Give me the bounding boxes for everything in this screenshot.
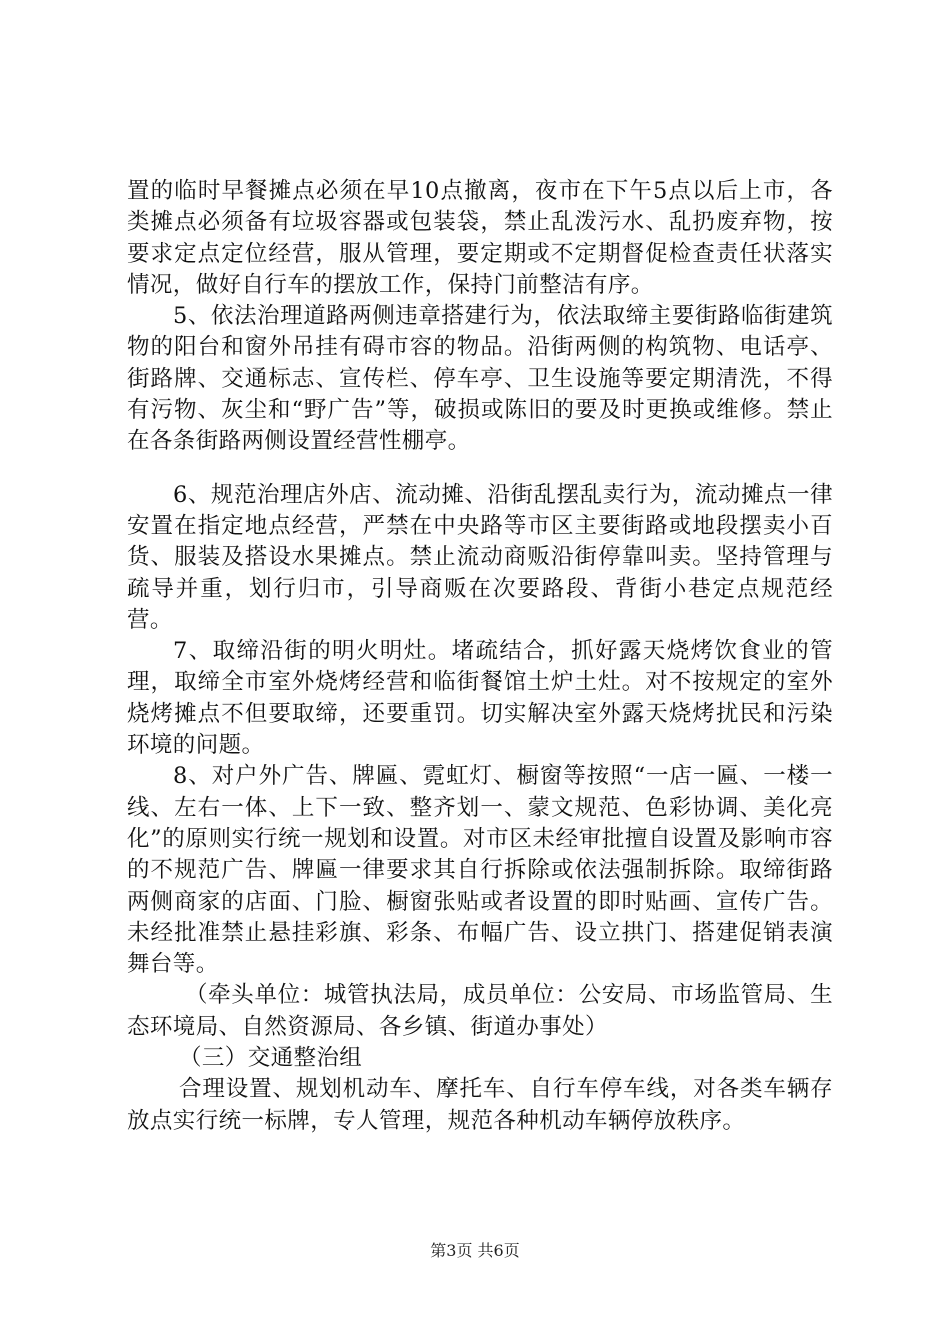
paragraph-traffic-parking: 合理设置、规划机动车、摩托车、自行车停车线，对各类车辆存放点实行统一标牌，专人管理，规范各种机动车辆停放秩序。 [127, 1076, 833, 1134]
document-body [127, 176, 833, 1137]
paragraph-item-8: 8、对户外广告、牌匾、霓虹灯、橱窗等按照“一店一匾、一楼一线、左右一体、上下一致、整齐划一、蒙文规范、色彩协调、美化亮化”的原则实行统一规划和设置。对市区未经审批擅自设置及影响市容的不规范广告、牌匾一律要求其自行拆除或依法强制拆除。取缔街路两侧商家的店面、门脸、橱窗张贴或者设置的即时贴画、宣传广告。未经批准禁止悬挂彩旗、彩条、布幅广告、设立拱门、搭建促销表演舞台等。 [127, 763, 833, 978]
paragraph-item-6: 6、规范治理店外店、流动摊、沿街乱摆乱卖行为，流动摊点一律安置在指定地点经营，严禁在中央路等市区主要街路或地段摆卖小百货、服装及搭设水果摊点。禁止流动商贩沿街停靠叫卖。坚持管理与疏导并重，划行归市，引导商贩在次要路段、背街小巷定点规范经营。 [127, 481, 833, 633]
paragraph-responsible-units: （牵头单位：城管执法局，成员单位：公安局、市场监管局、生态环境局、自然资源局、各乡镇、街道办事处） [127, 982, 833, 1040]
section-heading-traffic: （三）交通整治组 [179, 1045, 363, 1072]
paragraph-item-7: 7、取缔沿街的明火明灶。堵疏结合，抓好露天烧烤饮食业的管理，取缔全市室外烧烤经营和临街餐馆土炉土灶。对不按规定的室外烧烤摊点不但要取缔，还要重罚。切实解决室外露天烧烤扰民和污染环境的问题。 [127, 638, 833, 759]
page-number-footer: 第3页 共6页 [430, 1241, 520, 1260]
paragraph-item-5: 5、依法治理道路两侧违章搭建行为，依法取缔主要街路临街建筑物的阳台和窗外吊挂有碍市容的物品。沿街两侧的构筑物、电话亭、街路牌、交通标志、宣传栏、停车亭、卫生设施等要定期清洗，不得有污物、灰尘和“野广告”等，破损或陈旧的要及时更换或维修。禁止在各条街路两侧设置经营性棚亭。 [127, 303, 833, 455]
paragraph-continuation: 置的临时早餐摊点必须在早10点撤离，夜市在下午5点以后上市，各类摊点必须备有垃圾容器或包装袋，禁止乱泼污水、乱扔废弃物，按要求定点定位经营，服从管理，要定期或不定期督促检查责任状落实情况，做好自行车的摆放工作，保持门前整洁有序。 [127, 178, 833, 298]
